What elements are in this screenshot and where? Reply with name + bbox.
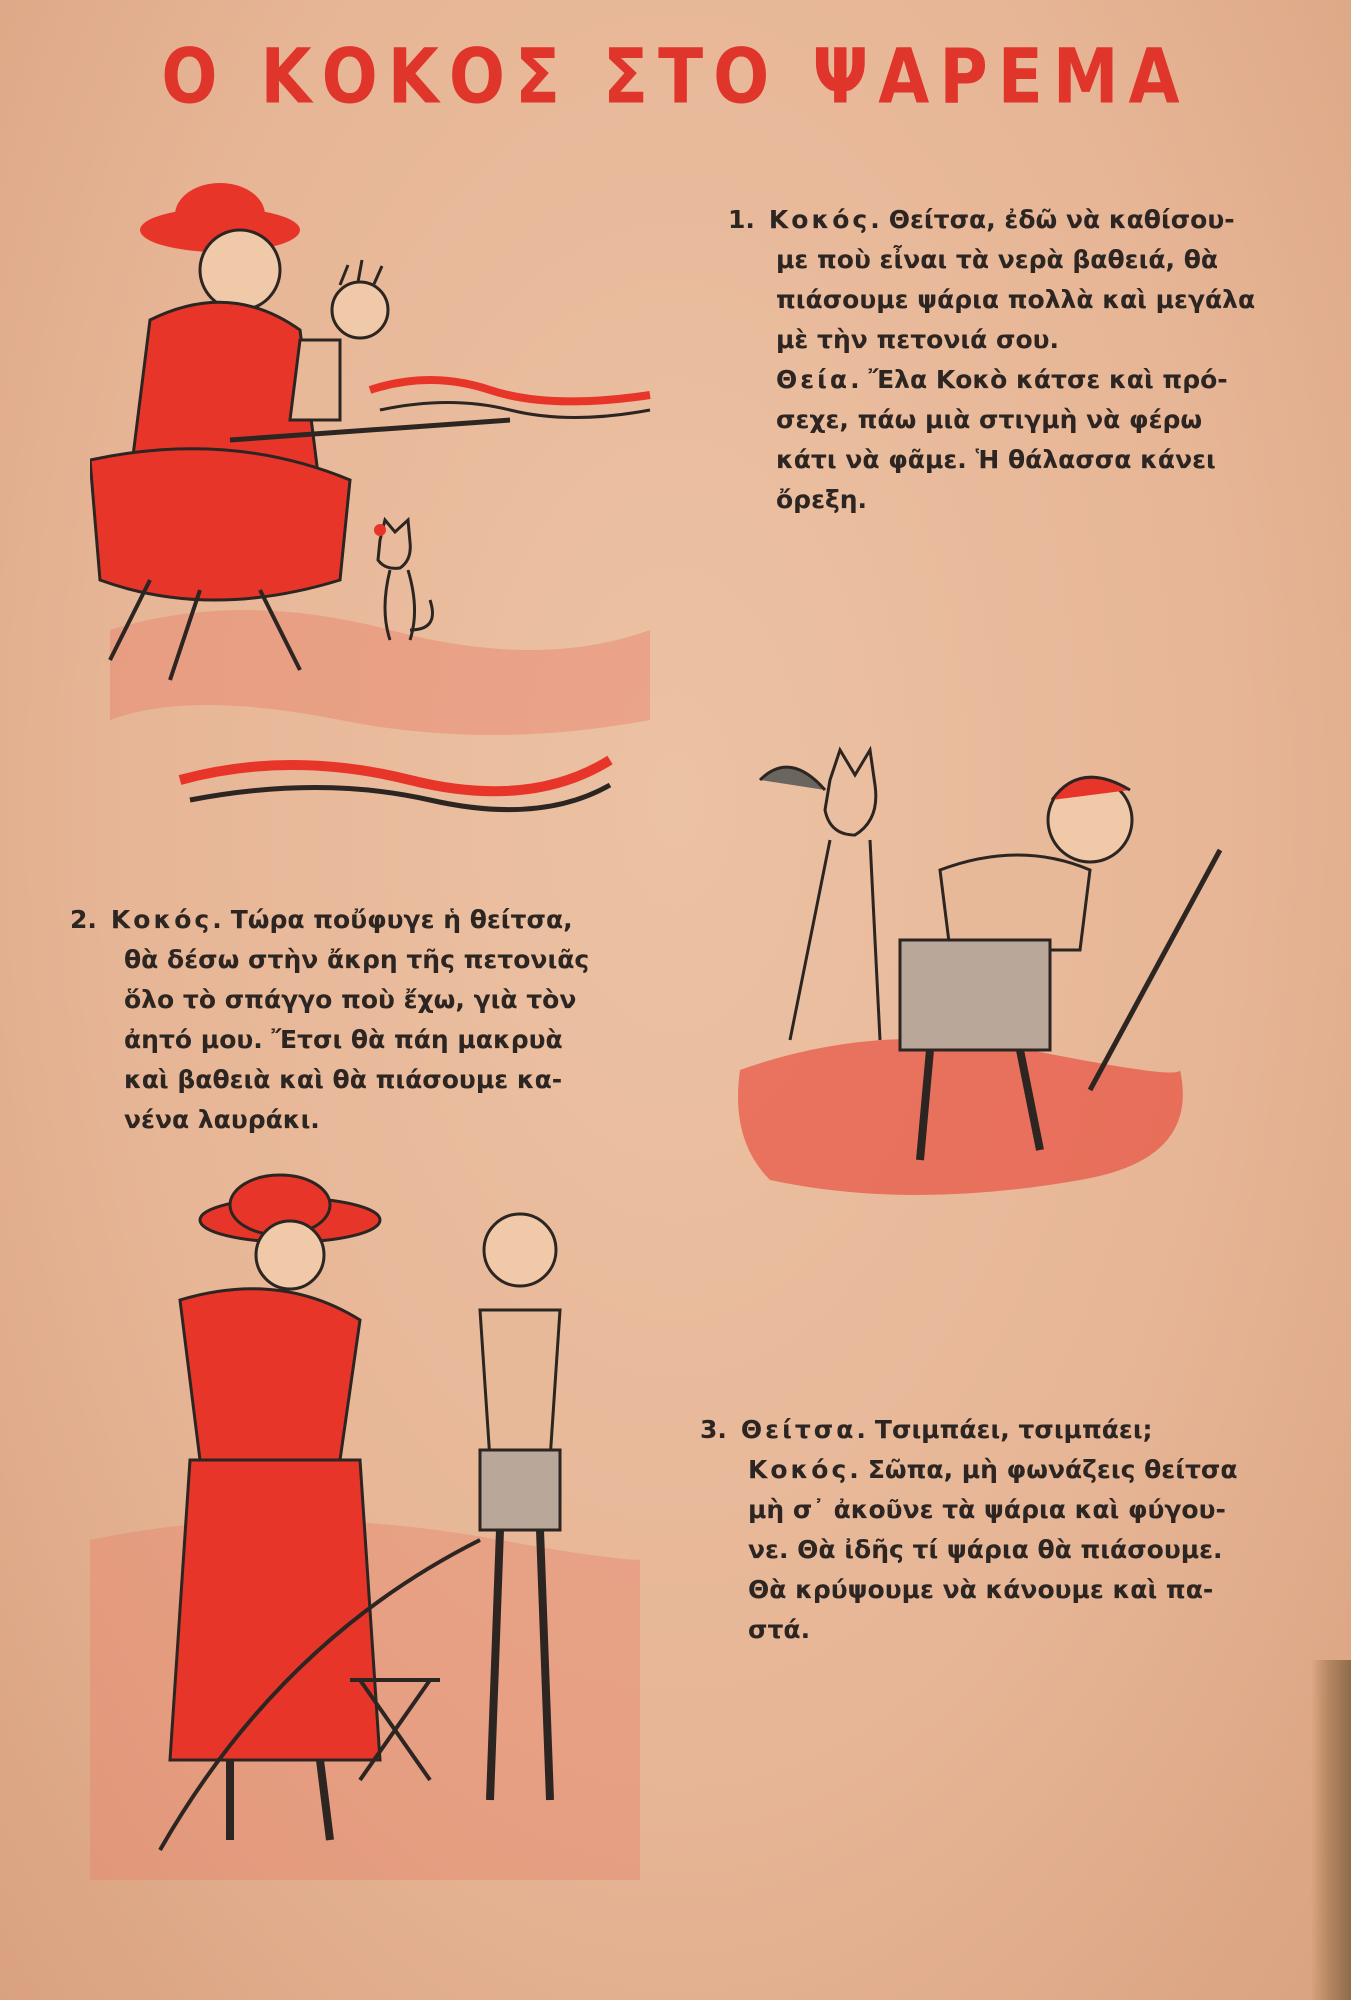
- page-title: Ο ΚΟΚΟΣ ΣΤΟ ΨΑΡΕΜΑ: [161, 32, 1190, 121]
- torn-page-edge: [1311, 1660, 1351, 2000]
- fishing-rod: [1090, 850, 1220, 1090]
- illustration-aunt-and-koko-sitting: [90, 160, 670, 860]
- panel-1-speaker-koko: Κοκός.: [768, 205, 883, 234]
- panel-1-line: πιάσουμε ψάρια πολλὰ καὶ μεγάλα: [776, 285, 1256, 314]
- illustration-koko-tying-string: [730, 740, 1290, 1220]
- aunt-figure: [90, 183, 350, 680]
- panel-3-text: [700, 1410, 1300, 1650]
- panel-1-number: 1.: [728, 205, 755, 234]
- panel-3-line: στά.: [748, 1615, 811, 1644]
- ground-sand: [110, 610, 650, 810]
- panel-3-line: μὴ σ᾿ ἀκοῦνε τὰ ψάρια καὶ φύγου-: [748, 1495, 1226, 1524]
- panel-1-line: κάτι νὰ φᾶμε. Ἡ θάλασσα κάνει: [776, 445, 1216, 474]
- panel-1-line: σεχε, πάω μιὰ στιγμὴ νὰ φέρω: [776, 405, 1203, 434]
- panel-3-line: Θὰ κρύψουμε νὰ κάνουμε καὶ πα-: [748, 1575, 1214, 1604]
- panel-3-line: νε. Θὰ ἰδῆς τί ψάρια θὰ πιάσουμε.: [748, 1535, 1223, 1564]
- panel-2-line: ὅλο τὸ σπάγγο ποὺ ἔχω, γιὰ τὸν: [124, 985, 577, 1014]
- panel-3-line: Τσιμπάει, τσιμπάει;: [874, 1415, 1153, 1444]
- aunt-figure: [170, 1175, 380, 1840]
- panel-3-number: 3.: [700, 1415, 727, 1444]
- cat-figure: [378, 520, 433, 640]
- panel-1-text: [728, 200, 1318, 520]
- panel-1-speaker-aunt: Θεία.: [776, 365, 863, 394]
- panel-2-line: θὰ δέσω στὴν ἄκρη τῆς πετονιᾶς: [124, 945, 590, 974]
- sea-waves: [370, 380, 650, 418]
- panel-2-line: Τώρα ποὔφυγε ἡ θείτσα,: [230, 905, 573, 934]
- panel-1-line: μὲ τὴν πετονιά σου.: [776, 325, 1059, 354]
- ground-patch: [738, 1039, 1183, 1195]
- koko-figure: [290, 260, 388, 420]
- illustration-aunt-and-koko-standing: [80, 1160, 640, 1910]
- panel-1-line: ὄρεξη.: [776, 485, 868, 514]
- panel-3-line: Σῶπα, μὴ φωνάζεις θείτσα: [867, 1455, 1238, 1484]
- red-dot: [374, 524, 386, 536]
- panel-2-line: νένα λαυράκι.: [124, 1105, 320, 1134]
- panel-1-line: Ἔλα Κοκὸ κάτσε καὶ πρό-: [868, 365, 1228, 394]
- panel-2-speaker-koko: Κοκός.: [110, 905, 225, 934]
- panel-1-line: με ποὺ εἶναι τὰ νερὰ βαθειά, θὰ: [776, 245, 1219, 274]
- panel-2-line: καὶ βαθειὰ καὶ θὰ πιάσουμε κα-: [124, 1065, 563, 1094]
- panel-1-line: Θείτσα, ἐδῶ νὰ καθίσου-: [888, 205, 1235, 234]
- panel-2-line: ἀητό μου. Ἔτσι θὰ πάη μακρυὰ: [124, 1025, 563, 1054]
- panel-3-speaker-aunt: Θείτσα.: [740, 1415, 869, 1444]
- panel-2-text: [70, 900, 680, 1140]
- panel-3-speaker-koko: Κοκός.: [748, 1455, 862, 1484]
- panel-2-number: 2.: [70, 905, 97, 934]
- cat-figure: [760, 750, 880, 1040]
